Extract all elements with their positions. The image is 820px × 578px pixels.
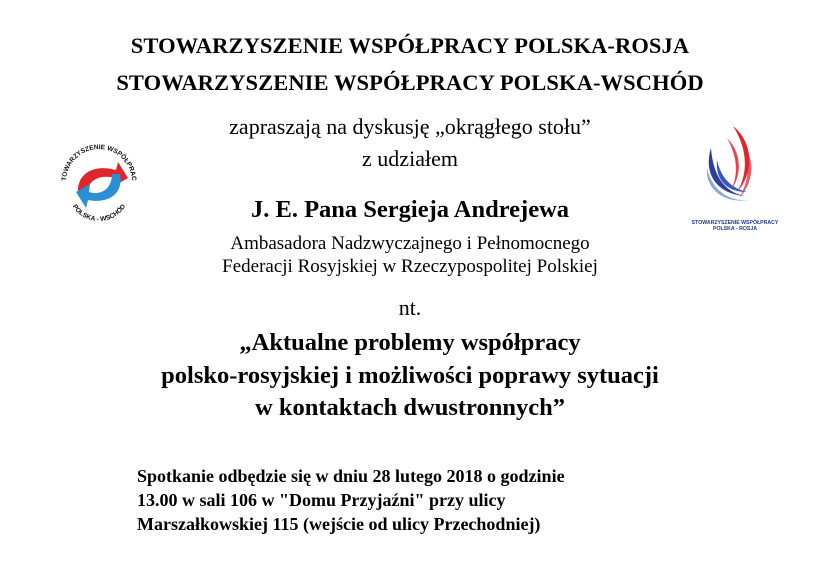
polska-wschod-logo (58, 128, 140, 228)
guest-title-line-2: Federacji Rosyjskiej w Rzeczypospolitej Polskiej (222, 256, 598, 277)
logo-ring-text-top: TOWARZYSZENIE WSPÓŁPRAC (60, 143, 138, 182)
meeting-details-line-1: Spotkanie odbędzie się w dniu 28 lutego 2018 o godzinie (137, 466, 565, 486)
topic-prefix: nt. (398, 295, 422, 320)
meeting-details (137, 464, 697, 536)
topic-line-3: w kontaktach dwustronnych” (255, 394, 565, 421)
organization-name-2: STOWARZYSZENIE WSPÓŁPRACY POLSKA-WSCHÓD (116, 70, 704, 95)
logo-caption-line-2: POLSKA - ROSJA (713, 226, 757, 232)
organization-name-1: STOWARZYSZENIE WSPÓŁPRACY POLSKA-ROSJA (130, 33, 690, 58)
guest-title-line-1: Ambasadora Nadzwyczajnego i Pełnomocnego (230, 233, 590, 254)
meeting-details-line-3: Marszałkowskiej 115 (wejście od ulicy Przechodniej) (137, 514, 541, 534)
guest-name: J. E. Pana Sergieja Andrejewa (250, 196, 570, 223)
invitation-line-1: zapraszają na dyskusję „okrągłego stołu” (229, 114, 591, 139)
logo-ring-text-bottom: POLSKA - WSCHÓD (70, 203, 128, 224)
logo-caption-line-1: STOWARZYSZENIE WSPÓŁPRACY (691, 220, 779, 226)
topic-line-1: „Aktualne problemy współpracy (239, 329, 581, 356)
invitation-line-2: z udziałem (362, 146, 458, 171)
polska-rosja-logo-caption (680, 220, 790, 232)
topic-line-2: polsko-rosyjskiej i możliwości poprawy sytuacji (161, 362, 659, 389)
meeting-details-line-2: 13.00 w sali 106 w "Domu Przyjaźni" przy ulicy (137, 490, 506, 510)
